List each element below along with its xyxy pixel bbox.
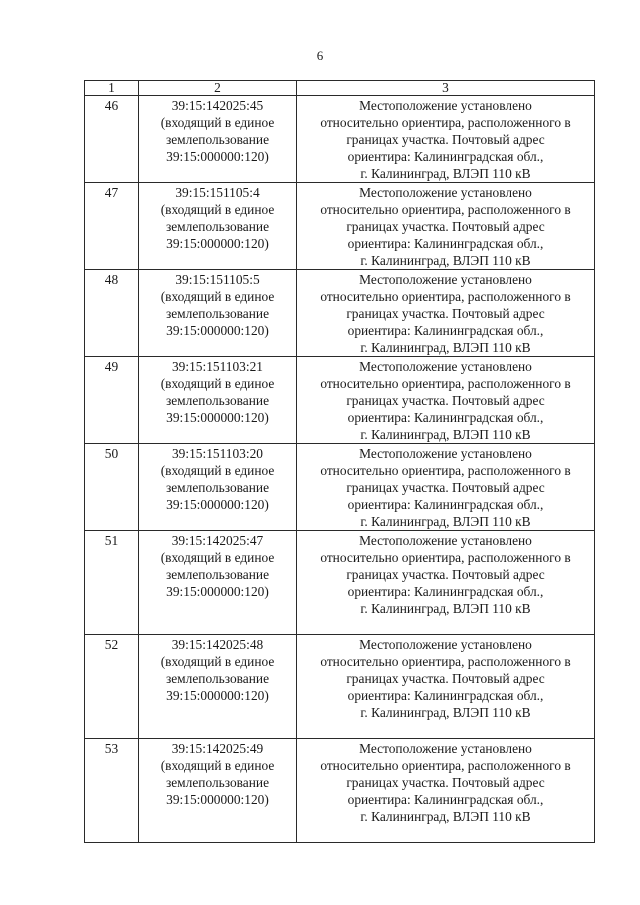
cadastral-line: (входящий в единое <box>160 115 275 130</box>
cadastral-number-cell <box>139 635 297 739</box>
location-line: относительно ориентира, расположенного в <box>320 202 571 217</box>
location-line: Местоположение установлено <box>359 272 532 287</box>
table-row <box>85 357 595 444</box>
cadastral-line: 39:15:151105:5 <box>175 272 260 287</box>
location-line: Местоположение установлено <box>359 98 532 113</box>
cadastral-line: 39:15:151103:21 <box>171 359 263 374</box>
location-description-cell <box>297 96 595 183</box>
cadastral-line: (входящий в единое <box>160 758 275 773</box>
location-line: границах участка. Почтовый адрес <box>346 219 545 234</box>
location-line: относительно ориентира, расположенного в <box>320 654 571 669</box>
location-line: относительно ориентира, расположенного в <box>320 115 571 130</box>
cadastral-line: землепользование <box>165 306 270 321</box>
table-row <box>85 531 595 635</box>
location-line: относительно ориентира, расположенного в <box>320 463 571 478</box>
land-plot-table <box>84 80 595 843</box>
table-row <box>85 739 595 843</box>
table-row <box>85 96 595 183</box>
location-line: границах участка. Почтовый адрес <box>346 132 545 147</box>
table-body <box>85 81 595 843</box>
cadastral-line: 39:15:000000:120) <box>166 323 269 338</box>
location-description-cell <box>297 739 595 843</box>
location-description-cell <box>297 444 595 531</box>
row-number-cell: 50 <box>85 444 139 531</box>
cadastral-line: (входящий в единое <box>160 550 275 565</box>
location-description-cell <box>297 531 595 635</box>
location-line: г. Калининград, ВЛЭП 110 кВ <box>360 601 531 616</box>
row-number-cell: 52 <box>85 635 139 739</box>
location-line: г. Калининград, ВЛЭП 110 кВ <box>360 253 531 268</box>
column-header-number: 1 <box>85 81 139 96</box>
cadastral-line: землепользование <box>165 132 270 147</box>
cadastral-line: землепользование <box>165 219 270 234</box>
cadastral-line: 39:15:151103:20 <box>171 446 263 461</box>
cadastral-line: 39:15:000000:120) <box>166 236 269 251</box>
cadastral-number-cell <box>139 739 297 843</box>
page-number: 6 <box>316 48 324 63</box>
cadastral-line: 39:15:000000:120) <box>166 497 269 512</box>
cadastral-line: 39:15:000000:120) <box>166 688 269 703</box>
location-line: Местоположение установлено <box>359 185 532 200</box>
location-line: Местоположение установлено <box>359 741 532 756</box>
row-number-cell: 48 <box>85 270 139 357</box>
cadastral-line: землепользование <box>165 393 270 408</box>
cadastral-line: 39:15:142025:45 <box>171 98 264 113</box>
location-line: ориентира: Калининградская обл., <box>347 236 544 251</box>
location-line: границах участка. Почтовый адрес <box>346 567 545 582</box>
column-header-location: 3 <box>297 81 595 96</box>
location-description-cell <box>297 635 595 739</box>
cadastral-line: землепользование <box>165 671 270 686</box>
table-row <box>85 635 595 739</box>
location-line: относительно ориентира, расположенного в <box>320 376 571 391</box>
column-header-cadastral: 2 <box>139 81 297 96</box>
cadastral-line: (входящий в единое <box>160 202 275 217</box>
location-line: ориентира: Калининградская обл., <box>347 149 544 164</box>
cadastral-line: (входящий в единое <box>160 376 275 391</box>
row-number-cell: 46 <box>85 96 139 183</box>
cadastral-line: землепользование <box>165 480 270 495</box>
table-header-row <box>85 81 595 96</box>
cadastral-line: (входящий в единое <box>160 654 275 669</box>
cadastral-number-cell <box>139 96 297 183</box>
row-number-cell: 51 <box>85 531 139 635</box>
location-line: г. Калининград, ВЛЭП 110 кВ <box>360 705 531 720</box>
cadastral-line: 39:15:151105:4 <box>175 185 260 200</box>
row-number-cell: 53 <box>85 739 139 843</box>
location-line: ориентира: Калининградская обл., <box>347 584 544 599</box>
row-number-cell: 49 <box>85 357 139 444</box>
location-line: г. Калининград, ВЛЭП 110 кВ <box>360 166 531 181</box>
cadastral-line: (входящий в единое <box>160 463 275 478</box>
location-line: Местоположение установлено <box>359 359 532 374</box>
cadastral-number-cell <box>139 444 297 531</box>
location-line: границах участка. Почтовый адрес <box>346 393 545 408</box>
cadastral-line: 39:15:000000:120) <box>166 584 269 599</box>
location-line: г. Калининград, ВЛЭП 110 кВ <box>360 514 531 529</box>
location-line: границах участка. Почтовый адрес <box>346 671 545 686</box>
location-line: г. Калининград, ВЛЭП 110 кВ <box>360 427 531 442</box>
location-line: ориентира: Калининградская обл., <box>347 792 544 807</box>
table-row <box>85 183 595 270</box>
cadastral-line: 39:15:000000:120) <box>166 410 269 425</box>
location-description-cell <box>297 270 595 357</box>
cadastral-line: 39:15:142025:49 <box>171 741 264 756</box>
location-line: относительно ориентира, расположенного в <box>320 550 571 565</box>
location-line: Местоположение установлено <box>359 446 532 461</box>
cadastral-line: землепользование <box>165 567 270 582</box>
location-line: г. Калининград, ВЛЭП 110 кВ <box>360 340 531 355</box>
location-line: относительно ориентира, расположенного в <box>320 289 571 304</box>
location-line: ориентира: Калининградская обл., <box>347 410 544 425</box>
location-line: г. Калининград, ВЛЭП 110 кВ <box>360 809 531 824</box>
location-description-cell <box>297 183 595 270</box>
cadastral-line: землепользование <box>165 775 270 790</box>
cadastral-line: 39:15:142025:48 <box>171 637 264 652</box>
location-line: границах участка. Почтовый адрес <box>346 480 545 495</box>
location-line: ориентира: Калининградская обл., <box>347 323 544 338</box>
row-number-cell: 47 <box>85 183 139 270</box>
cadastral-number-cell <box>139 531 297 635</box>
cadastral-line: 39:15:000000:120) <box>166 149 269 164</box>
cadastral-line: 39:15:000000:120) <box>166 792 269 807</box>
cadastral-line: (входящий в единое <box>160 289 275 304</box>
location-description-cell <box>297 357 595 444</box>
cadastral-line: 39:15:142025:47 <box>171 533 264 548</box>
location-line: границах участка. Почтовый адрес <box>346 306 545 321</box>
cadastral-number-cell <box>139 357 297 444</box>
location-line: Местоположение установлено <box>359 637 532 652</box>
cadastral-number-cell <box>139 270 297 357</box>
location-line: границах участка. Почтовый адрес <box>346 775 545 790</box>
location-line: Местоположение установлено <box>359 533 532 548</box>
location-line: относительно ориентира, расположенного в <box>320 758 571 773</box>
cadastral-number-cell <box>139 183 297 270</box>
location-line: ориентира: Калининградская обл., <box>347 497 544 512</box>
table-row <box>85 444 595 531</box>
location-line: ориентира: Калининградская обл., <box>347 688 544 703</box>
table-row <box>85 270 595 357</box>
